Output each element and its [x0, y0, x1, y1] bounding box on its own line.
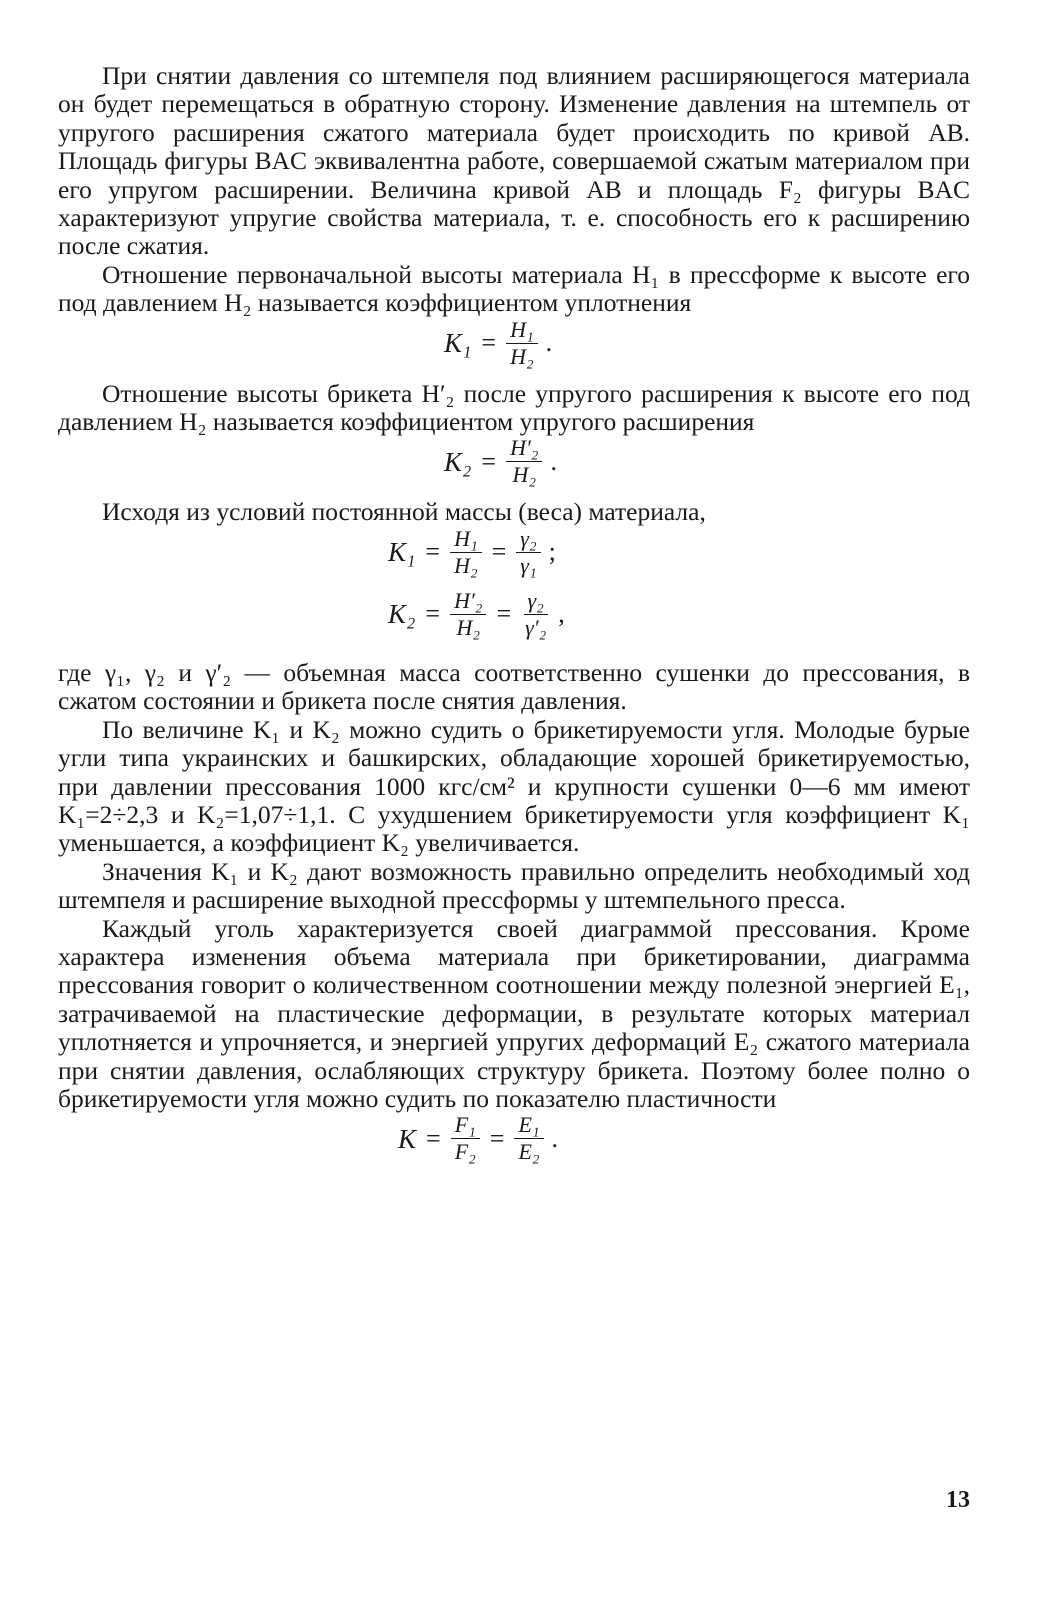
- formula-k-fraction-e: [514, 1113, 543, 1164]
- formula-k1-end: .: [545, 327, 553, 357]
- formula-k: [58, 1113, 970, 1175]
- paragraph-expansion-coefficient: Отношение высоты брикета H′₂ после упругого расширения к высоте его под давлением H₂ называется коэффициентом упругого расширения: [58, 378, 970, 437]
- formula-k1-gamma: [58, 527, 970, 589]
- denominator: H₂: [456, 614, 481, 640]
- paragraph-compaction-coefficient: Отношение первоначальной высоты материала H₁ в прессформе к высоте его под давлением H₂ называется коэффициентом уплотнения: [58, 259, 970, 318]
- equals-sign: =: [496, 599, 512, 629]
- numerator: H′₂: [450, 589, 486, 615]
- formula-k2: [58, 436, 970, 498]
- formula-k1: [58, 318, 970, 380]
- numerator: H₁: [450, 527, 482, 553]
- formula-k2-gamma: [58, 589, 970, 659]
- formula-k2-gamma-fraction-gamma: [521, 589, 550, 640]
- formula-k2-lhs: K₂: [444, 446, 472, 477]
- formula-k1-lhs: K₁: [444, 327, 472, 358]
- equals-sign: =: [425, 537, 441, 567]
- formula-k-end: .: [551, 1123, 559, 1153]
- equals-sign: =: [491, 537, 507, 567]
- formula-k2-end: .: [550, 446, 557, 476]
- formula-k-fraction-f: [451, 1113, 480, 1164]
- formula-k2-fraction: [506, 436, 542, 487]
- numerator: F₁: [451, 1113, 480, 1139]
- formula-k-lhs: K: [398, 1123, 417, 1154]
- denominator: γ₁: [520, 552, 537, 578]
- numerator: γ₂: [524, 589, 548, 615]
- page-text: [58, 62, 970, 1175]
- paragraph-briquettability: По величине K₁ и K₂ можно судить о брикетируемости угля. Молодые бурые угли типа украинских и башкирских, обладающие хорошей брикетируемостью, при давлении прессования 1000 кгс/см² и крупности сушенки 0—6 мм имеют K₁=2÷2,3 и K₂=1,07÷1,1. С ухудшением брикетируемости угля коэффициент K₁ уменьшается, а коэффициент K₂ увеличивается.: [58, 714, 970, 858]
- formula-k2-gamma-lhs: K₂: [388, 599, 416, 630]
- equals-sign: =: [425, 599, 441, 629]
- paragraph-elastic-expansion: При снятии давления со штемпеля под влиянием расширяющегося материала он будет перемещаться в обратную сторону. Изменение давления на штемпель от упругого расширения сжатого материала будет происходить по кривой AB. Площадь фигуры BAC эквивалентна работе, совершаемой сжатым материалом при его упругом расширении. Величина кривой AB и площадь F₂ фигуры BAC характеризуют упругие свойства материала, т. е. способность его к расширению после сжатия.: [58, 61, 970, 261]
- paragraph-constant-mass: Исходя из условий постоянной массы (веса) материала,: [102, 497, 706, 527]
- denominator: E₂: [518, 1139, 540, 1165]
- numerator: H′₂: [506, 436, 542, 462]
- paragraph-pressing-diagram: Каждый уголь характеризуется своей диаграммой прессования. Кроме характера изменения объема материала при брикетировании, диаграмма прессования говорит о количественном соотношении между полезной энергией E₁, затрачиваемой на пластические деформации, в результате которых материал уплотняется и упрочняется, и энергией упругих деформаций E₂ сжатого материала при снятии давления, ослабляющих структуру брикета. Поэтому более полно о брикетируемости угля можно судить по показателю пластичности: [58, 913, 970, 1113]
- denominator: H₂: [510, 343, 534, 369]
- denominator: H₂: [454, 552, 478, 578]
- denominator: F₂: [454, 1139, 476, 1165]
- formula-k1-gamma-lhs: K₁: [388, 537, 416, 568]
- denominator: H₂: [512, 462, 537, 488]
- numerator: H₁: [506, 318, 538, 344]
- numerator: E₁: [514, 1113, 543, 1139]
- formula-k2-gamma-end: ,: [558, 599, 565, 629]
- formula-k1-fraction: [506, 318, 538, 369]
- formula-k2-gamma-fraction-h: [450, 589, 486, 640]
- formula-k1-gamma-fraction-h: [450, 527, 482, 578]
- equals-sign: =: [426, 1123, 441, 1153]
- equals-sign: =: [481, 446, 497, 476]
- equals-sign: =: [489, 1123, 505, 1153]
- denominator: γ′₂: [525, 614, 547, 640]
- paragraph-stamp-stroke: Значения K₁ и K₂ дают возможность правильно определить необходимый ход штемпеля и расширение выходной прессформы у штемпельного пресса.: [58, 856, 970, 915]
- page-number: 13: [946, 1487, 970, 1513]
- formula-k1-gamma-end: ;: [548, 537, 556, 567]
- formula-k1-gamma-fraction-gamma: [516, 527, 540, 578]
- numerator: γ₂: [516, 527, 540, 553]
- equals-sign: =: [481, 327, 497, 357]
- paragraph-gamma-definitions: где γ₁, γ₂ и γ′₂ — объемная масса соответственно сушенки до прессования, в сжатом состоянии и брикета после снятия давления.: [58, 657, 970, 716]
